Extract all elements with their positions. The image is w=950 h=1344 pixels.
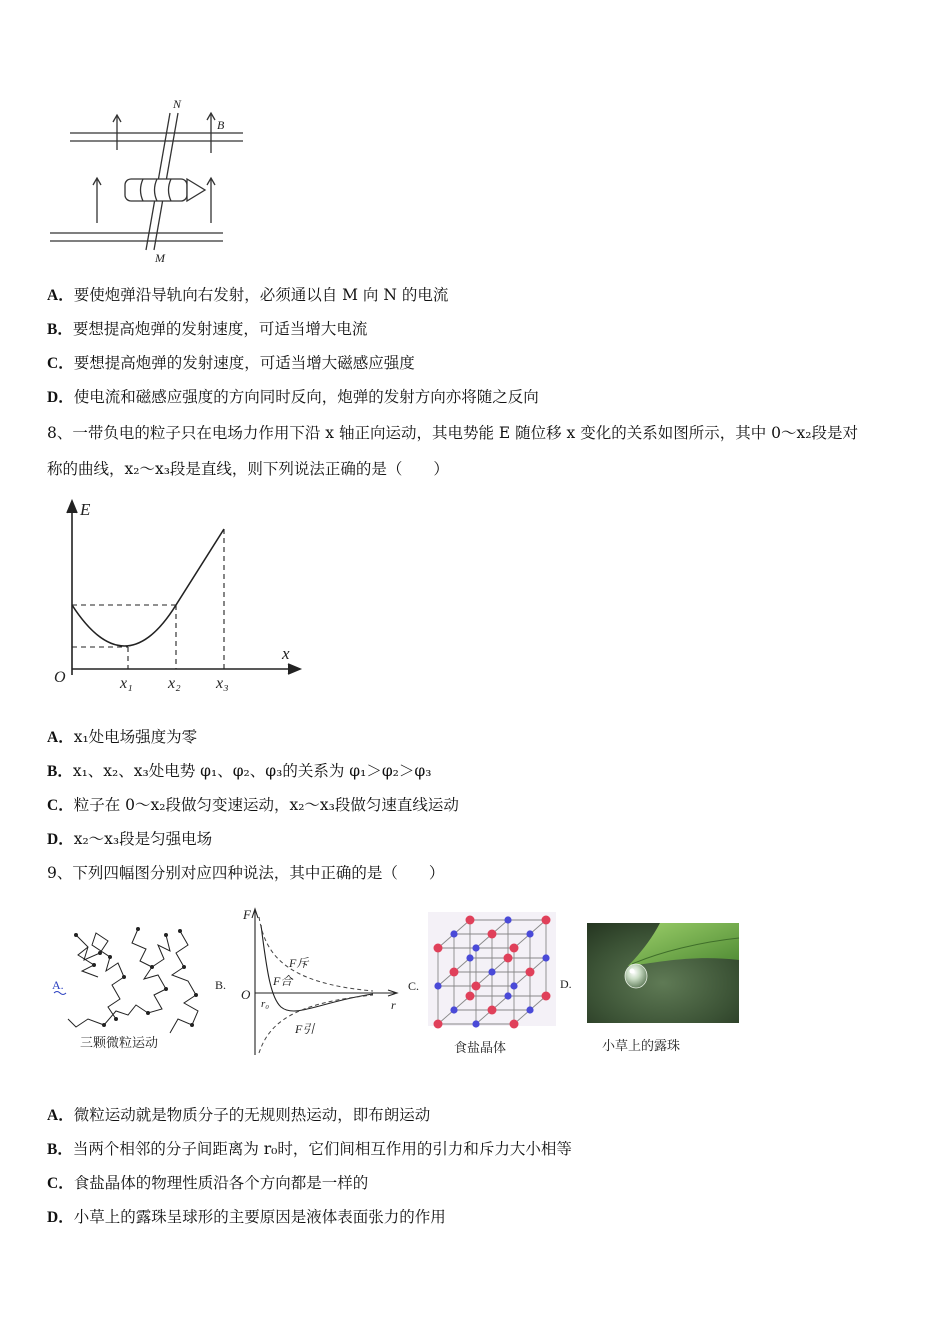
ion-blue: [434, 982, 441, 989]
ion-blue: [488, 968, 495, 975]
q8-option-a: A．x₁处电场强度为零: [47, 728, 198, 746]
axis-F-label: F: [243, 907, 251, 922]
axis-label-E: E: [80, 500, 91, 519]
ion-blue: [466, 954, 473, 961]
ion-blue: [526, 930, 533, 937]
net-force-label: F合: [273, 974, 293, 988]
panel-b-label: B.: [215, 978, 227, 992]
axis-r-label: r: [391, 998, 396, 1012]
molecular-force-figure: [213, 903, 408, 1058]
dewdrop-figure: [560, 920, 742, 1060]
ion-red: [504, 954, 513, 963]
q9-option-c: C．食盐晶体的物理性质沿各个方向都是一样的: [47, 1174, 369, 1192]
ion-red: [510, 1020, 519, 1029]
tick-x2: x₂: [168, 675, 181, 692]
ion-red: [510, 944, 519, 953]
panel-d-label: D.: [560, 977, 572, 991]
tick-x3: x₃: [216, 675, 229, 692]
ion-blue: [472, 1020, 479, 1027]
q8-option-d: D．x₂～x₃段是匀强电场: [47, 830, 213, 848]
attraction-label: F引: [295, 1022, 315, 1036]
q9-option-d: D．小草上的露珠呈球形的主要原因是液体表面张力的作用: [47, 1208, 446, 1226]
origin-label: O: [54, 669, 66, 686]
panel-a-caption: 三颗微粒运动: [80, 1036, 159, 1051]
ion-blue: [472, 944, 479, 951]
ion-red: [542, 916, 551, 925]
ion-red: [542, 992, 551, 1001]
ion-red: [488, 930, 497, 939]
ion-red: [450, 968, 459, 977]
q8-stem-line2: 称的曲线，x₂～x₃段是直线，则下列说法正确的是（ ）: [47, 460, 449, 478]
ion-blue: [542, 954, 549, 961]
ion-red: [472, 982, 481, 991]
ion-red: [434, 1020, 443, 1029]
ion-red: [488, 1006, 497, 1015]
repulsion-label: F斥: [289, 956, 309, 970]
q8-stem-line1: 8、一带负电的粒子只在电场力作用下沿 x 轴正向运动，其电势能 E 随位移 x 变化的关系如图所示，其中 0～x₂段是对: [47, 424, 858, 442]
ion-blue: [504, 992, 511, 999]
panel-a-label: A.: [52, 978, 64, 992]
axis-label-x: x: [282, 644, 290, 663]
label-N: N: [173, 97, 182, 111]
ion-blue: [526, 1006, 533, 1013]
panel-d-caption: 小草上的露珠: [602, 1039, 681, 1054]
q8-option-b: B．x₁、x₂、x₃处电势 φ₁、φ₂、φ₃的关系为 φ₁＞φ₂＞φ₃: [47, 762, 432, 780]
q7-option-d: D．使电流和磁感应强度的方向同时反向，炮弹的发射方向亦将随之反向: [47, 388, 539, 406]
ion-red: [466, 916, 475, 925]
q7-option-a: A．要使炮弹沿导轨向右发射，必须通以自 M 向 N 的电流: [47, 286, 449, 304]
ion-red: [466, 992, 475, 1001]
origin-O-label: O: [241, 987, 251, 1002]
q9-option-b: B．当两个相邻的分子间距离为 r₀时，它们间相互作用的引力和斥力大小相等: [47, 1140, 572, 1158]
ion-blue: [504, 916, 511, 923]
q7-option-c: C．要想提高炮弹的发射速度，可适当增大磁感应强度: [47, 354, 415, 372]
ion-red: [526, 968, 535, 977]
railgun-figure: [45, 95, 250, 270]
ion-blue: [450, 930, 457, 937]
brownian-motion-figure: [48, 915, 213, 1055]
energy-graph: [48, 493, 310, 695]
panel-c-label: C.: [408, 979, 420, 993]
q9-option-a: A．微粒运动就是物质分子的无规则热运动，即布朗运动: [47, 1106, 431, 1124]
r0-label: r₀: [261, 998, 270, 1010]
q8-option-c: C．粒子在 0～x₂段做匀变速运动，x₂～x₃段做匀速直线运动: [47, 796, 459, 814]
label-M: M: [155, 251, 165, 265]
ion-blue: [450, 1006, 457, 1013]
q7-option-b: B．要想提高炮弹的发射速度，可适当增大电流: [47, 320, 368, 338]
salt-crystal-figure: [406, 910, 574, 1060]
panel-c-caption: 食盐晶体: [454, 1041, 507, 1056]
ion-blue: [510, 982, 517, 989]
q9-stem: 9、下列四幅图分别对应四种说法，其中正确的是（ ）: [47, 864, 445, 882]
tick-x1: x₁: [120, 675, 133, 692]
label-B: B: [217, 118, 225, 132]
ion-red: [434, 944, 443, 953]
